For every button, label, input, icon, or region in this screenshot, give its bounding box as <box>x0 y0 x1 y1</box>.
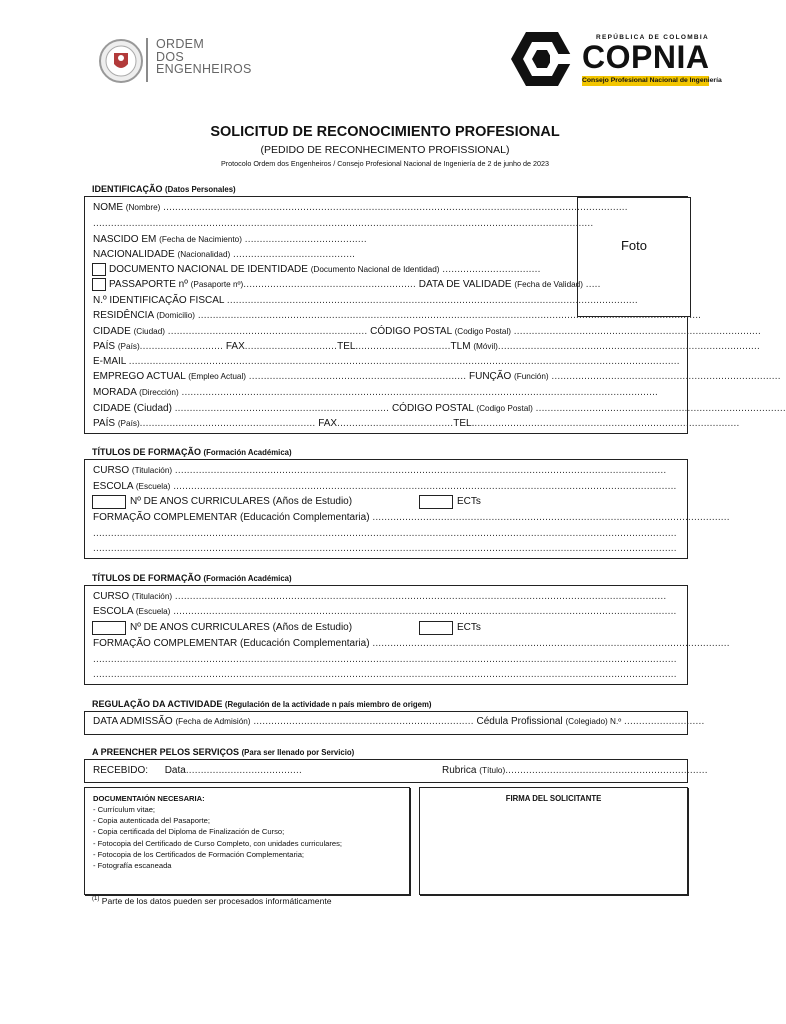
ects2-label: ECTs <box>457 622 481 633</box>
footnote-marker: (1) <box>92 896 100 903</box>
documento-field[interactable]: DOCUMENTO NACIONAL DE IDENTIDADE (Documento Nacional de Identidad) ................................. <box>109 264 541 275</box>
escola1-field[interactable]: ESCOLA (Escuela) ......................................................................................................................................................................... <box>93 481 677 492</box>
anos2-label: Nº DE ANOS CURRICULARES (Años de Estudio) <box>130 622 353 633</box>
curso2-field[interactable]: CURSO (Titulación) ..................................................................................................................................................................... <box>93 591 667 602</box>
passaporte-checkbox[interactable] <box>92 278 106 291</box>
ects2-box[interactable] <box>419 621 453 635</box>
ects1-box[interactable] <box>419 495 453 509</box>
footnote-text: Parte de los datos pueden ser procesados informáticamente <box>101 896 332 906</box>
doc-item: - Currículum vitae; <box>93 805 156 814</box>
regulacao-heading: REGULAÇÃO DA ACTIVIDADE (Regulación de la actividade n país miembro de origem) <box>92 699 432 709</box>
ordem-engenheiros-seal-icon <box>98 38 144 84</box>
copnia-subtitle: Consejo Profesional Nacional de Ingeniería <box>582 77 722 84</box>
nacionalidade-field[interactable]: NACIONALIDADE (Nacionalidad) ......................................... <box>93 249 356 260</box>
passaporte-field[interactable]: PASSAPORTE nº (Pasaporte nº).......................................................... DATA DE VALIDADE (Fecha de Validad) ..... <box>109 279 601 290</box>
ordem-engenheiros-logo <box>98 36 258 86</box>
escola2-field[interactable]: ESCOLA (Escuela) ......................................................................................................................................................................... <box>93 606 677 617</box>
formacao1-line-3[interactable]: .................................................................................................................................................................................................... <box>93 543 677 554</box>
photo-label: Foto <box>620 238 647 253</box>
anos1-box[interactable] <box>92 495 126 509</box>
cidade2-field[interactable]: CIDADE (Ciudad) ........................................................................ CÓDIGO POSTAL (Codigo Postal) .................................................................................... <box>93 403 786 414</box>
nome-continuation[interactable]: ........................................................................................................................................................................ <box>93 218 594 229</box>
doc-item: - Copia autenticada del Pasaporte; <box>93 816 210 826</box>
nascido-field[interactable]: NASCIDO EM (Fecha de Nacimiento) ......................................... <box>93 234 367 245</box>
oe-line-2: DOS <box>156 49 184 64</box>
copnia-emblem-icon <box>510 30 574 88</box>
oe-line-1: ORDEM <box>156 37 205 51</box>
servicos-heading: A PREENCHER PELOS SERVIÇOS (Para ser llenado por Servicio) <box>92 747 355 757</box>
nome-field[interactable]: NOME (Nombre) ............................................................................................................................................................ <box>93 202 628 213</box>
emprego-field[interactable]: EMPREGO ACTUAL (Empleo Actual) ......................................................................... FUNÇÃO (Función) ............................................................................. <box>93 371 781 382</box>
documentacion-heading: DOCUMENTAIÓN NECESARIA: <box>93 794 205 803</box>
firma-box[interactable] <box>419 787 688 895</box>
ects1-label: ECTs <box>457 496 481 507</box>
documentacion-list <box>93 804 342 871</box>
doc-item: - Copia certificada del Diploma de Finalización de Curso; <box>93 827 285 837</box>
firma-heading: FIRMA DEL SOLICITANTE <box>505 794 602 803</box>
formacao2-line-3[interactable]: .................................................................................................................................................................................................... <box>93 669 677 680</box>
copnia-name: COPNIA <box>582 39 710 75</box>
residencia-field[interactable]: RESIDÊNCIA (Domicilio) ......................................................................................................................................................................... <box>93 310 702 321</box>
titulos2-heading: TÍTULOS DE FORMAÇÃO (Formación Académica) <box>92 573 292 583</box>
footnote <box>92 896 332 906</box>
formacao1-field[interactable]: FORMAÇÃO COMPLEMENTAR (Educación Complementaria) ........................................................................................................................ <box>93 512 730 523</box>
email-field[interactable]: E-MAIL ......................................................................................................................................................................................... <box>93 356 680 367</box>
formacao2-line-2[interactable]: .................................................................................................................................................................................................... <box>93 654 677 665</box>
anos2-box[interactable] <box>92 621 126 635</box>
oe-line-3: ENGENHEIROS <box>156 62 252 76</box>
copnia-country: REPÚBLICA DE COLOMBIA <box>596 34 710 41</box>
pais-fax-tel-tlm-field[interactable]: PAÍS (País)............................ FAX...............................TEL................................TLM (Móvil)........................................................................................ <box>93 341 760 352</box>
regulacao-field[interactable]: DATA ADMISSÃO (Fecha de Admisión) .......................................................................... Cédula Profissional (Colegiado) N.º ........................... <box>93 716 705 727</box>
formacao2-field[interactable]: FORMAÇÃO COMPLEMENTAR (Educación Complementaria) ........................................................................................................................ <box>93 638 730 649</box>
doc-item: - Fotografía escaneada <box>93 861 172 871</box>
documento-checkbox[interactable] <box>92 263 106 276</box>
doc-item: - Fotocopia de los Certificados de Formación Complementaria; <box>93 849 305 859</box>
anos1-label: Nº DE ANOS CURRICULARES (Años de Estudio) <box>130 496 353 507</box>
morada-field[interactable]: MORADA (Dirección) ................................................................................................................................................................ <box>93 387 659 398</box>
documentacion-box <box>84 787 410 895</box>
doc-item: - Fotocopia del Certificado de Curso Completo, con unidades curriculares; <box>93 838 343 848</box>
cidade-field[interactable]: CIDADE (Ciudad) ................................................................... CÓDIGO POSTAL (Codigo Postal) ................................................................................... <box>93 326 761 337</box>
rubrica-field[interactable]: Rubrica (Título).................................................................... <box>442 765 708 776</box>
recebido-field[interactable]: RECEBIDO: Data....................................... <box>93 765 302 776</box>
page-title: SOLICITUD DE RECONOCIMIENTO PROFESIONAL <box>210 124 560 140</box>
protocol-line: Protocolo Ordem dos Engenheiros / Consejo Profesional Nacional de Ingeniería de 2 de junho de 2023 <box>220 159 550 168</box>
ident-heading: IDENTIFICAÇÃO (Datos Personales) <box>92 184 236 194</box>
page-subtitle: (PEDIDO DE RECONHECIMENTO PROFISSIONAL) <box>260 144 510 156</box>
nif-field[interactable]: N.º IDENTIFICAÇÃO FISCAL .......................................................................................................................................... <box>93 295 638 306</box>
copnia-logo <box>510 30 722 90</box>
curso1-field[interactable]: CURSO (Titulación) ..................................................................................................................................................................... <box>93 465 667 476</box>
formacao1-line-2[interactable]: .................................................................................................................................................................................................... <box>93 528 677 539</box>
pais2-field[interactable]: PAÍS (País)........................................................... FAX.......................................TEL.......................................................................................... <box>93 418 740 429</box>
titulos1-heading: TÍTULOS DE FORMAÇÃO (Formación Académica) <box>92 447 292 457</box>
